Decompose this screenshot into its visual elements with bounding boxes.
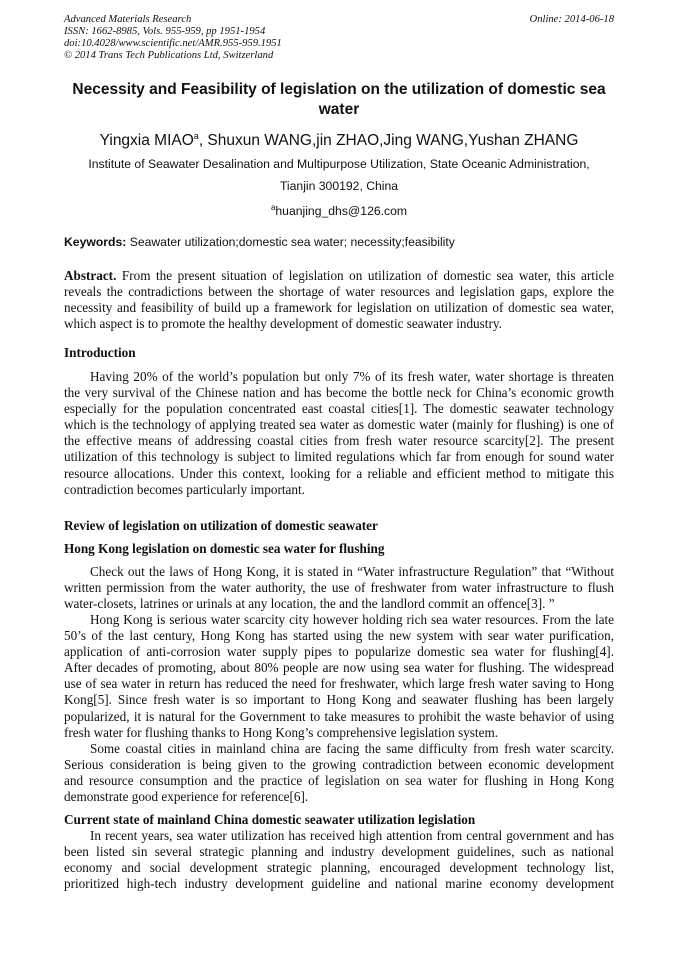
heading-hongkong: Hong Kong legislation on domestic sea water for flushing (64, 541, 385, 556)
abstract-line: necessity and feasibility of build up a framework for legislation on utilization of domestic sea water, (64, 300, 614, 316)
paragraph-line: the very survival of the Chinese nation and has become the bottle neck for China’s economic growth (64, 385, 614, 401)
abstract-text: From the present situation of legislation on utilization of domestic sea water, this article (116, 268, 614, 283)
paper-title: Necessity and Feasibility of legislation on the utilization of domestic sea water (72, 81, 606, 118)
paragraph-line: application of anti-corrosion water supply pipes to popularize domestic sea water for flushing[4]. (64, 644, 614, 660)
paragraph-line: Some coastal cities in mainland china are facing the same difficulty from fresh water scarcity. (90, 741, 614, 756)
paragraph-mainland (64, 828, 614, 892)
paragraph-line: fresh water for flushing thanks to Hong Kong’s comprehensive legislation system. (64, 724, 499, 740)
abstract-line: reveals the contradictions between the shortage of water resources and legislation gaps, explore the (64, 284, 614, 300)
affiliation-line-1: Institute of Seawater Desalination and Multipurpose Utilization, State Oceanic Administration, (88, 157, 590, 171)
abstract (64, 268, 614, 332)
paragraph-line: resource allocations. Under this context, looking for a reliable and efficient method to mitigate this (64, 465, 614, 481)
author-first: Yingxia MIAO (99, 132, 194, 150)
email (0, 197, 678, 222)
issn: ISSN: 1662-8985, Vols. 955-959, pp 1951-1954 (64, 26, 266, 37)
paragraph-line: the effective means of addressing coastal cities from fresh water resource scarcity[2]. The present (64, 433, 614, 449)
abstract-line: which aspect is to promote the healthy development of domestic seawater industry. (64, 316, 502, 332)
copyright: © 2014 Trans Tech Publications Ltd, Switzerland (64, 50, 274, 61)
paragraph-line: economy and social development strategic planning, encouraged development technology list, (64, 860, 614, 876)
paragraph-intro (64, 369, 614, 498)
heading-review: Review of legislation on utilization of domestic seawater (64, 518, 378, 533)
affiliation-line-2: Tianjin 300192, China (279, 179, 399, 193)
abstract-line (64, 268, 614, 284)
paragraph-line: popularized, it is natural for the Government to take measures to prohibit the waste behavior of using (64, 708, 614, 724)
abstract-label: Abstract. (64, 268, 117, 283)
paragraph-line: utilization of this technology is subject to limited regulations which far from enough for sound water (64, 449, 614, 465)
email-sup: a (270, 203, 276, 212)
online-date: Online: 2014-06-18 (529, 14, 614, 25)
paragraph-line: Serious consideration is being given to the growing contradiction between economic development (64, 757, 614, 773)
paragraph-line: contradiction becomes particularly important. (64, 481, 305, 497)
paragraph-hk3 (64, 741, 614, 805)
paragraph-line: demonstrate good experience for reference[6]. (64, 789, 309, 805)
paragraph-line: and resource consumption and the practice of legislation on sea water for flushing in Hong Kong (64, 773, 614, 789)
paragraph-line: written permission from the water authority, the use of freshwater from water infrastructure to flush (64, 580, 614, 596)
keywords (64, 235, 455, 249)
paragraph-line: which is the technology of applying treated sea water as domestic water (mainly for flushing) is one of (64, 417, 614, 433)
author-sup: a (193, 131, 199, 141)
paragraph-line: After decades of promoting, about 80% people are now using sea water for flushing. The widespread (64, 660, 614, 676)
paragraph-line: water-closets, latrines or urinals at any location, the and the landlord commit an offence[3]. ” (64, 596, 555, 612)
keywords-label: Keywords: (64, 235, 127, 249)
paragraph-line: Having 20% of the world’s population but only 7% of its fresh water, water shortage is threaten (90, 369, 614, 384)
journal-header (64, 14, 614, 62)
doi: doi:10.4028/www.scientific.net/AMR.955-959.1951 (64, 38, 282, 49)
paragraph-line: use of sea water in return has reduced the need for freshwater, which large fresh water saving to Hong (64, 676, 614, 692)
paragraph-line: Hong Kong is serious water scarcity city however holding rich sea water resources. From the late (90, 612, 614, 627)
paragraph-line: prioritized high-tech industry development guideline and national marine economy development (64, 876, 614, 892)
paragraph-line: Kong[5]. Since fresh water is so important to Hong Kong and seawater flushing has been largely (64, 692, 614, 708)
email-address: huanjing_dhs@126.com (275, 204, 408, 219)
paragraph-line: 50’s of the last century, Hong Kong has started using the new system with sear water purification, (64, 628, 614, 644)
paragraph-hk1 (64, 564, 614, 612)
paragraph-hk2 (64, 612, 614, 741)
paragraph-line: Check out the laws of Hong Kong, it is stated in “Water infrastructure Regulation” that “Without (90, 564, 614, 579)
paragraph-line: especially for the population concentrated east coastal cities[1]. The domestic seawater technology (64, 401, 614, 417)
authors (0, 131, 678, 150)
heading-mainland: Current state of mainland China domestic seawater utilization legislation (64, 812, 476, 827)
author-rest: , Shuxun WANG,jin ZHAO,Jing WANG,Yushan ZHANG (198, 132, 579, 150)
paragraph-line: been listed sin several strategic planning and industry development guidelines, such as national (64, 844, 614, 860)
keywords-text: Seawater utilization;domestic sea water; necessity;feasibility (126, 235, 455, 249)
heading-introduction: Introduction (64, 345, 136, 360)
journal-name: Advanced Materials Research (64, 14, 192, 25)
paragraph-line: In recent years, sea water utilization has received high attention from central government and has (90, 828, 614, 843)
